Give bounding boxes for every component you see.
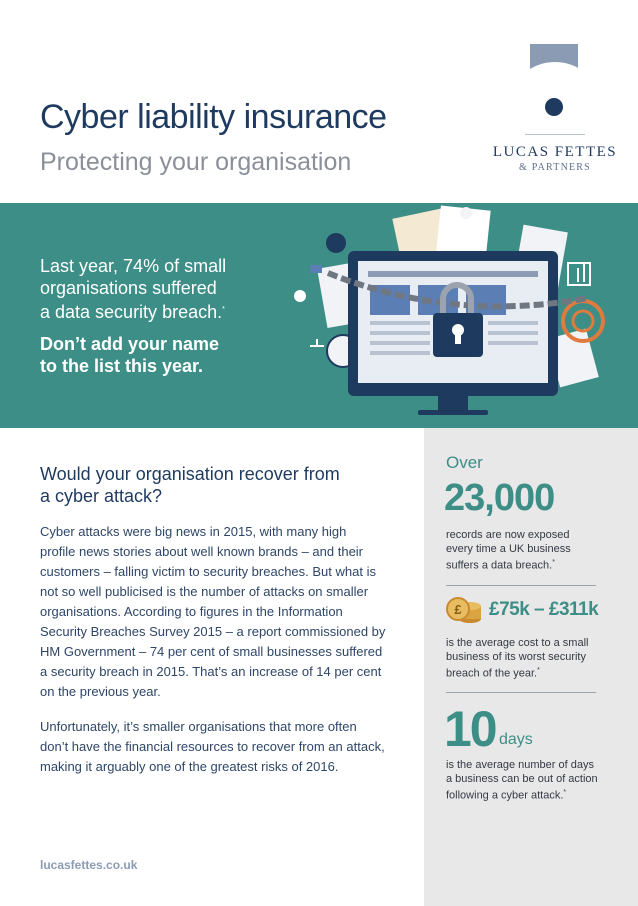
coins-icon bbox=[446, 594, 482, 624]
paragraph-line: don’t have the financial resources to recover from an attack, bbox=[40, 739, 385, 754]
logo-subtitle: & PARTNERS bbox=[519, 162, 591, 173]
stat-line: is the average number of days bbox=[446, 759, 594, 771]
paragraph-line: a security breach in 2015. That’s an increase of 14 per cent bbox=[40, 664, 382, 679]
stat-divider bbox=[446, 585, 596, 586]
stat-line: breach of the year.* bbox=[446, 667, 540, 680]
logo-name: LUCAS FETTES bbox=[492, 144, 618, 160]
paragraph-line: making it arguably one of the greatest risks of 2016. bbox=[40, 759, 339, 774]
stat-days-label: days bbox=[499, 731, 533, 748]
paragraph-line: on the previous year. bbox=[40, 684, 161, 699]
paragraph-line: HM Government – 74 per cent of small businesses suffered bbox=[40, 644, 383, 659]
svg-text:£: £ bbox=[454, 602, 462, 617]
stat-divider bbox=[446, 692, 596, 693]
stat-line: a business can be out of action bbox=[446, 773, 598, 785]
stat-over-label: Over bbox=[446, 453, 483, 472]
banner-line: organisations suffered bbox=[40, 278, 217, 298]
paragraph-line: organisations. According to figures in the Information bbox=[40, 604, 343, 619]
stat-line: business of its worst security bbox=[446, 651, 586, 663]
banner-line: Last year, 74% of small bbox=[40, 256, 227, 276]
stat-line: is the average cost to a small bbox=[446, 637, 589, 649]
stat-cost-range: £75k – £311k bbox=[489, 599, 599, 620]
logo-dot bbox=[545, 98, 563, 116]
paragraph-line: profile news stories about well known brands – and their bbox=[40, 544, 364, 559]
page-subtitle: Protecting your organisation bbox=[40, 148, 352, 176]
stat-line: every time a UK business bbox=[446, 543, 571, 555]
section-heading bbox=[40, 463, 400, 507]
footer-url[interactable]: lucasfettes.co.uk bbox=[40, 858, 138, 872]
banner-statement bbox=[40, 255, 270, 323]
stat-line: records are now exposed bbox=[446, 529, 570, 541]
paragraph-line: Cyber attacks were big news in 2015, with many high bbox=[40, 524, 347, 539]
security-illustration bbox=[288, 203, 618, 428]
stat-cost-text bbox=[446, 636, 616, 681]
stat-records-text bbox=[446, 528, 616, 573]
stat-records-value: 23,000 bbox=[444, 477, 555, 519]
paragraph-line: Unfortunately, it’s smaller organisations that more often bbox=[40, 719, 357, 734]
heading-line: Would your organisation recover from bbox=[40, 464, 340, 484]
cta-line: to the list this year. bbox=[40, 356, 204, 376]
heading-line: a cyber attack? bbox=[40, 486, 163, 506]
page-title: Cyber liability insurance bbox=[40, 98, 387, 136]
body-paragraph-2 bbox=[40, 717, 410, 777]
paragraph-line: customers – falling victim to security breaches. But what is bbox=[40, 564, 376, 579]
paragraph-line: not so well publicised is the number of attacks on smaller bbox=[40, 584, 369, 599]
stat-line: following a cyber attack.* bbox=[446, 789, 567, 802]
logo-rule bbox=[525, 134, 585, 135]
stat-days-value: 10 bbox=[444, 701, 496, 757]
paragraph-line: Security Breaches Survey 2015 – a report commissioned by bbox=[40, 624, 386, 639]
stat-days-text bbox=[446, 758, 616, 803]
cta-line: Don’t add your name bbox=[40, 334, 220, 354]
banner-line: a data security breach.* bbox=[40, 302, 225, 322]
body-paragraph-1 bbox=[40, 522, 410, 702]
stat-line: suffers a data breach.* bbox=[446, 559, 555, 572]
banner-cta bbox=[40, 333, 270, 377]
